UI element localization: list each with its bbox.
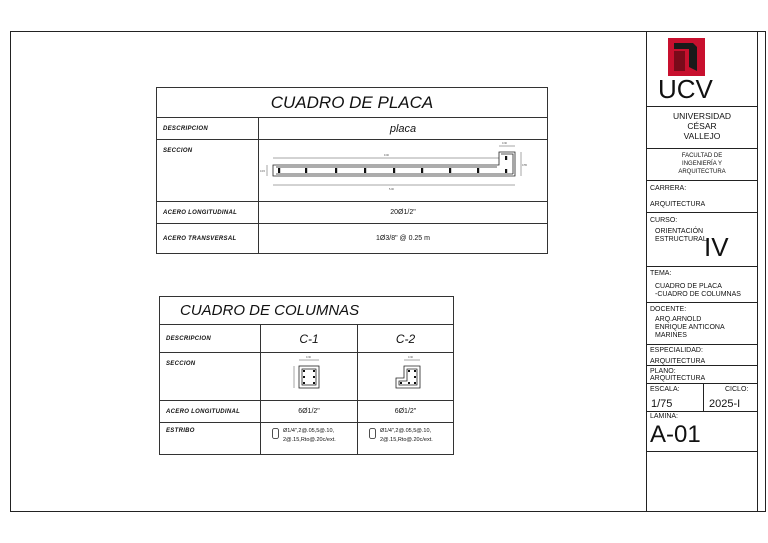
- curso-section: [647, 213, 757, 267]
- placa-descripcion-label: DESCRIPCION: [157, 118, 259, 140]
- svg-text:0.55: 0.55: [522, 164, 527, 167]
- ciclo-label: CICLO:: [725, 386, 749, 393]
- escala-ciclo-section: [647, 384, 757, 412]
- column-c1-section: [261, 353, 358, 401]
- especialidad-value: ARQUITECTURA: [650, 358, 706, 365]
- column-c1-estribo: [261, 423, 358, 455]
- placa-acero-long-value: 20Ø1/2": [259, 202, 548, 224]
- column-c2-section: [358, 353, 454, 401]
- faculty-section: [647, 149, 757, 181]
- svg-text:0.30: 0.30: [502, 142, 507, 145]
- placa-acero-long-label: ACERO LONGITUDINAL: [157, 202, 259, 224]
- columnas-acero-label: ACERO LONGITUDINAL: [160, 401, 261, 423]
- placa-acero-trans-value: 1Ø3/8" @ 0.25 m: [259, 224, 548, 254]
- curso-value: ORIENTACIÓN ESTRUCTURAL: [655, 228, 707, 243]
- tema-section: [647, 267, 757, 303]
- title-block: [646, 31, 758, 512]
- svg-text:5.00: 5.00: [389, 188, 394, 191]
- plano-value: ARQUITECTURA: [650, 375, 706, 382]
- faculty-name: FACULTAD DE INGENIERÍA Y ARQUITECTURA: [678, 153, 726, 175]
- escala-value: 1/75: [651, 398, 673, 410]
- columnas-seccion-label: SECCION: [160, 353, 261, 401]
- column-c2-header: C-2: [358, 325, 454, 353]
- svg-text:0.15: 0.15: [260, 170, 265, 173]
- column-c2-acero: 6Ø1/2": [358, 401, 454, 423]
- docente-section: [647, 303, 757, 345]
- escala-divider: [703, 384, 704, 411]
- curso-number: IV: [704, 232, 729, 262]
- c1-estribo-text: Ø1/4",2@.05,5@.10, 2@.15,Rto@.20c/ext.: [283, 428, 336, 443]
- columnas-estribo-label: ESTRIBO: [160, 423, 261, 455]
- tema-value: CUADRO DE PLACA -CUADRO DE COLUMNAS: [655, 283, 741, 298]
- escala-label: ESCALA:: [650, 386, 680, 393]
- column-c2-estribo: [358, 423, 454, 455]
- c2-stirrup-icon: [368, 427, 378, 441]
- carrera-value: ARQUITECTURA: [650, 201, 706, 208]
- placa-table: [156, 87, 548, 254]
- columnas-table: [159, 296, 454, 455]
- lamina-label: LAMINA:: [650, 413, 679, 420]
- logo-text: UCV: [658, 74, 713, 104]
- c1-section-svg: [289, 354, 329, 394]
- curso-label: CURSO:: [650, 217, 678, 224]
- column-c1-acero: 6Ø1/2": [261, 401, 358, 423]
- placa-title: CUADRO DE PLACA: [157, 88, 548, 118]
- placa-seccion-drawing: [259, 140, 548, 202]
- c2-estribo-text: Ø1/4",2@.05,5@.10, 2@.15,Rto@.20c/ext.: [380, 428, 433, 443]
- university-section: [647, 107, 757, 149]
- docente-value: ARQ.ARNOLD ENRIQUE ANTICONA MARINES: [655, 316, 725, 339]
- tema-label: TEMA:: [650, 270, 672, 277]
- c2-section-svg: [386, 354, 426, 394]
- columnas-descripcion-label: DESCRIPCION: [160, 325, 261, 353]
- placa-seccion-label: SECCION: [157, 140, 259, 202]
- c1-stirrup-icon: [271, 427, 281, 441]
- docente-label: DOCENTE:: [650, 306, 687, 313]
- svg-text:0.30: 0.30: [407, 356, 413, 359]
- plano-label: PLANO:: [650, 368, 676, 375]
- placa-descripcion-value: placa: [259, 118, 548, 140]
- lamina-section: [647, 412, 757, 452]
- carrera-label: CARRERA:: [650, 185, 687, 192]
- placa-section-svg: [259, 140, 547, 196]
- especialidad-section: [647, 345, 757, 366]
- column-c1-header: C-1: [261, 325, 358, 353]
- svg-text:0.30: 0.30: [306, 356, 311, 359]
- plano-section: [647, 366, 757, 384]
- lamina-value: A-01: [650, 421, 701, 448]
- placa-acero-trans-label: ACERO TRANSVERSAL: [157, 224, 259, 254]
- columnas-title: CUADRO DE COLUMNAS: [160, 297, 454, 325]
- carrera-section: [647, 181, 757, 213]
- logo-section: [647, 31, 757, 107]
- university-name: UNIVERSIDAD CÉSAR VALLEJO: [672, 111, 732, 141]
- svg-text:9.00: 9.00: [384, 154, 389, 157]
- ciclo-value: 2025-I: [709, 398, 741, 410]
- especialidad-label: ESPECIALIDAD:: [650, 347, 703, 354]
